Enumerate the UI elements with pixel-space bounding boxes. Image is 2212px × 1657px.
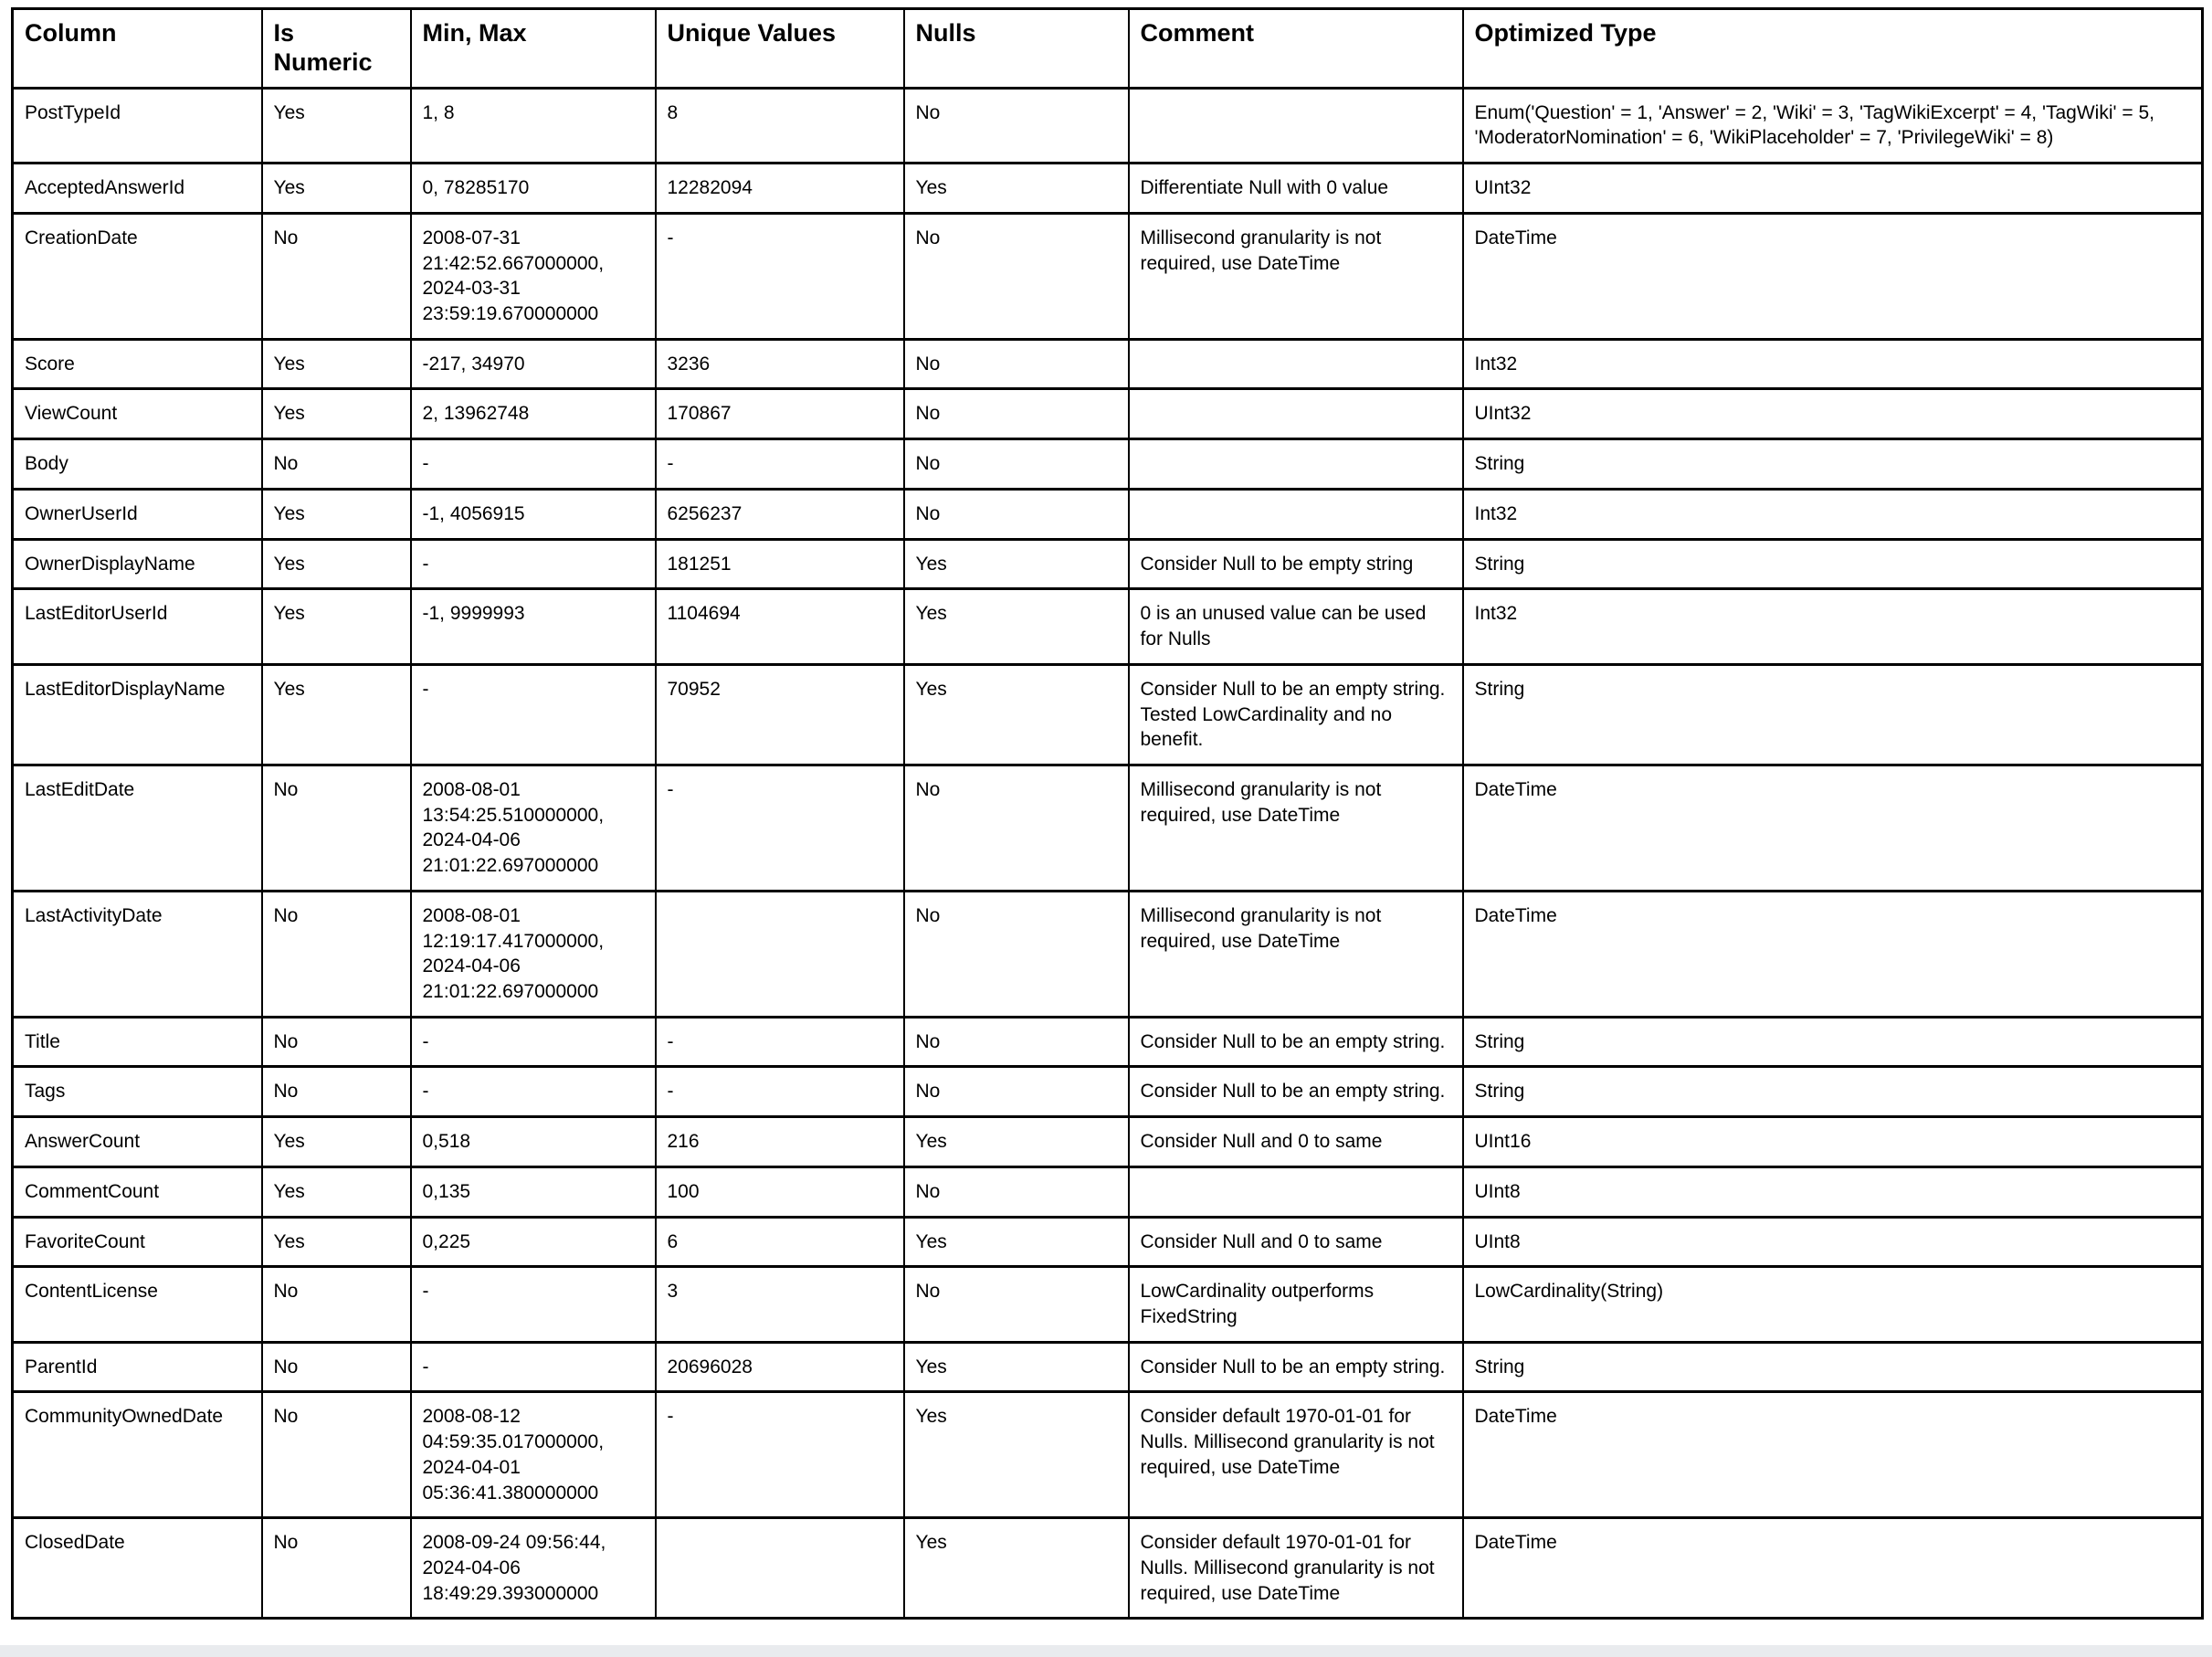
- cell-unique-values: 100: [656, 1166, 904, 1217]
- cell-nulls: No: [904, 891, 1129, 1017]
- cell-unique-values: 3: [656, 1267, 904, 1342]
- cell-comment: Consider Null to be an empty string. Tested LowCardinality and no benefit.: [1129, 664, 1463, 765]
- table-row: [13, 1117, 2203, 1167]
- cell-optimized-type: DateTime: [1463, 213, 2203, 339]
- cell-unique-values: 3236: [656, 339, 904, 389]
- table-row: [13, 439, 2203, 490]
- cell-column: CreationDate: [13, 213, 262, 339]
- cell-nulls: Yes: [904, 1392, 1129, 1518]
- cell-comment: Consider Null to be an empty string.: [1129, 1067, 1463, 1117]
- cell-unique-values: 216: [656, 1117, 904, 1167]
- cell-nulls: Yes: [904, 1117, 1129, 1167]
- header-cell-unique-values: Unique Values: [656, 9, 904, 89]
- cell-is-numeric: Yes: [262, 489, 411, 539]
- cell-nulls: Yes: [904, 164, 1129, 214]
- cell-min-max: 2, 13962748: [411, 389, 656, 439]
- cell-optimized-type: Enum('Question' = 1, 'Answer' = 2, 'Wiki' = 3, 'TagWikiExcerpt' = 4, 'TagWiki' = 5, 'ModeratorNomination' = 6, 'WikiPlaceholder' = 7, 'PrivilegeWiki' = 8): [1463, 88, 2203, 163]
- table-row: [13, 1518, 2203, 1619]
- cell-nulls: Yes: [904, 664, 1129, 765]
- cell-nulls: Yes: [904, 1518, 1129, 1619]
- cell-is-numeric: Yes: [262, 1117, 411, 1167]
- table-header-row: [13, 9, 2203, 89]
- cell-min-max: -: [411, 439, 656, 490]
- schema-table: [11, 7, 2204, 1620]
- table-row: [13, 589, 2203, 664]
- table-row: [13, 539, 2203, 589]
- cell-unique-values: -: [656, 1017, 904, 1067]
- cell-min-max: 1, 8: [411, 88, 656, 163]
- cell-min-max: 0,518: [411, 1117, 656, 1167]
- table-row: [13, 489, 2203, 539]
- cell-column: CommunityOwnedDate: [13, 1392, 262, 1518]
- cell-column: LastEditDate: [13, 765, 262, 891]
- cell-unique-values: -: [656, 1392, 904, 1518]
- table-row: [13, 765, 2203, 891]
- cell-min-max: -: [411, 664, 656, 765]
- cell-column: Tags: [13, 1067, 262, 1117]
- cell-unique-values: 20696028: [656, 1342, 904, 1392]
- cell-is-numeric: No: [262, 439, 411, 490]
- cell-comment: Millisecond granularity is not required, use DateTime: [1129, 213, 1463, 339]
- cell-optimized-type: Int32: [1463, 589, 2203, 664]
- cell-nulls: No: [904, 1017, 1129, 1067]
- table-row: [13, 1067, 2203, 1117]
- cell-unique-values: 12282094: [656, 164, 904, 214]
- cell-unique-values: -: [656, 439, 904, 490]
- cell-nulls: No: [904, 213, 1129, 339]
- cell-nulls: No: [904, 1166, 1129, 1217]
- cell-is-numeric: Yes: [262, 1217, 411, 1267]
- cell-nulls: No: [904, 339, 1129, 389]
- table-row: [13, 164, 2203, 214]
- cell-column: Title: [13, 1017, 262, 1067]
- cell-is-numeric: No: [262, 891, 411, 1017]
- cell-optimized-type: Int32: [1463, 339, 2203, 389]
- cell-column: CommentCount: [13, 1166, 262, 1217]
- cell-is-numeric: No: [262, 1017, 411, 1067]
- cell-nulls: Yes: [904, 1342, 1129, 1392]
- cell-unique-values: 70952: [656, 664, 904, 765]
- cell-unique-values: 6: [656, 1217, 904, 1267]
- cell-column: LastActivityDate: [13, 891, 262, 1017]
- table-body: [13, 88, 2203, 1619]
- cell-column: LastEditorDisplayName: [13, 664, 262, 765]
- cell-nulls: No: [904, 88, 1129, 163]
- cell-is-numeric: Yes: [262, 339, 411, 389]
- header-cell-min-max: Min, Max: [411, 9, 656, 89]
- cell-nulls: Yes: [904, 589, 1129, 664]
- cell-column: LastEditorUserId: [13, 589, 262, 664]
- cell-comment: Differentiate Null with 0 value: [1129, 164, 1463, 214]
- header-cell-column: Column: [13, 9, 262, 89]
- cell-nulls: Yes: [904, 1217, 1129, 1267]
- cell-unique-values: -: [656, 765, 904, 891]
- table-row: [13, 389, 2203, 439]
- cell-unique-values: 170867: [656, 389, 904, 439]
- cell-comment: 0 is an unused value can be used for Nulls: [1129, 589, 1463, 664]
- cell-comment: [1129, 389, 1463, 439]
- cell-comment: Consider default 1970-01-01 for Nulls. Millisecond granularity is not required, use DateTime: [1129, 1518, 1463, 1619]
- table-row: [13, 891, 2203, 1017]
- cell-min-max: -: [411, 1017, 656, 1067]
- cell-optimized-type: String: [1463, 539, 2203, 589]
- cell-unique-values: -: [656, 213, 904, 339]
- cell-comment: [1129, 1166, 1463, 1217]
- cell-min-max: 0,135: [411, 1166, 656, 1217]
- cell-unique-values: 6256237: [656, 489, 904, 539]
- cell-comment: [1129, 339, 1463, 389]
- cell-nulls: No: [904, 439, 1129, 490]
- table-row: [13, 1217, 2203, 1267]
- cell-column: ParentId: [13, 1342, 262, 1392]
- cell-comment: [1129, 88, 1463, 163]
- cell-column: ContentLicense: [13, 1267, 262, 1342]
- cell-comment: Millisecond granularity is not required, use DateTime: [1129, 765, 1463, 891]
- cell-optimized-type: String: [1463, 1067, 2203, 1117]
- cell-comment: Consider Null and 0 to same: [1129, 1217, 1463, 1267]
- header-cell-is-numeric: Is Numeric: [262, 9, 411, 89]
- table-row: [13, 664, 2203, 765]
- cell-unique-values: -: [656, 1067, 904, 1117]
- cell-optimized-type: UInt32: [1463, 164, 2203, 214]
- cell-column: AcceptedAnswerId: [13, 164, 262, 214]
- cell-optimized-type: UInt16: [1463, 1117, 2203, 1167]
- cell-is-numeric: No: [262, 1342, 411, 1392]
- cell-comment: LowCardinality outperforms FixedString: [1129, 1267, 1463, 1342]
- cell-is-numeric: No: [262, 1392, 411, 1518]
- table-row: [13, 213, 2203, 339]
- cell-min-max: 2008-08-01 13:54:25.510000000, 2024-04-06 21:01:22.697000000: [411, 765, 656, 891]
- cell-optimized-type: DateTime: [1463, 765, 2203, 891]
- cell-min-max: 2008-08-12 04:59:35.017000000, 2024-04-01 05:36:41.380000000: [411, 1392, 656, 1518]
- cell-min-max: -: [411, 1067, 656, 1117]
- cell-min-max: 0,225: [411, 1217, 656, 1267]
- cell-min-max: -217, 34970: [411, 339, 656, 389]
- cell-nulls: No: [904, 389, 1129, 439]
- cell-column: ClosedDate: [13, 1518, 262, 1619]
- cell-optimized-type: UInt32: [1463, 389, 2203, 439]
- table-row: [13, 1342, 2203, 1392]
- cell-min-max: 2008-08-01 12:19:17.417000000, 2024-04-06 21:01:22.697000000: [411, 891, 656, 1017]
- cell-is-numeric: Yes: [262, 589, 411, 664]
- cell-is-numeric: No: [262, 765, 411, 891]
- cell-optimized-type: Int32: [1463, 489, 2203, 539]
- window-bottom-edge: [0, 1645, 2212, 1657]
- table-row: [13, 339, 2203, 389]
- cell-optimized-type: DateTime: [1463, 1392, 2203, 1518]
- cell-nulls: No: [904, 489, 1129, 539]
- cell-comment: Millisecond granularity is not required, use DateTime: [1129, 891, 1463, 1017]
- cell-column: OwnerDisplayName: [13, 539, 262, 589]
- cell-column: PostTypeId: [13, 88, 262, 163]
- cell-comment: Consider Null to be an empty string.: [1129, 1017, 1463, 1067]
- cell-comment: Consider Null and 0 to same: [1129, 1117, 1463, 1167]
- cell-nulls: Yes: [904, 539, 1129, 589]
- cell-optimized-type: String: [1463, 664, 2203, 765]
- cell-unique-values: 1104694: [656, 589, 904, 664]
- cell-nulls: No: [904, 1267, 1129, 1342]
- cell-is-numeric: No: [262, 1067, 411, 1117]
- cell-comment: [1129, 439, 1463, 490]
- cell-comment: Consider Null to be an empty string.: [1129, 1342, 1463, 1392]
- cell-column: Body: [13, 439, 262, 490]
- cell-is-numeric: No: [262, 1518, 411, 1619]
- cell-unique-values: [656, 891, 904, 1017]
- cell-min-max: 2008-07-31 21:42:52.667000000, 2024-03-31 23:59:19.670000000: [411, 213, 656, 339]
- header-cell-nulls: Nulls: [904, 9, 1129, 89]
- cell-is-numeric: Yes: [262, 88, 411, 163]
- cell-min-max: -1, 4056915: [411, 489, 656, 539]
- table-row: [13, 1392, 2203, 1518]
- cell-is-numeric: Yes: [262, 539, 411, 589]
- cell-is-numeric: Yes: [262, 664, 411, 765]
- cell-optimized-type: UInt8: [1463, 1166, 2203, 1217]
- cell-comment: Consider default 1970-01-01 for Nulls. Millisecond granularity is not required, use DateTime: [1129, 1392, 1463, 1518]
- cell-optimized-type: LowCardinality(String): [1463, 1267, 2203, 1342]
- cell-column: AnswerCount: [13, 1117, 262, 1167]
- cell-unique-values: 181251: [656, 539, 904, 589]
- cell-is-numeric: Yes: [262, 164, 411, 214]
- cell-is-numeric: No: [262, 1267, 411, 1342]
- cell-unique-values: [656, 1518, 904, 1619]
- table-row: [13, 88, 2203, 163]
- table-row: [13, 1166, 2203, 1217]
- cell-comment: Consider Null to be empty string: [1129, 539, 1463, 589]
- cell-unique-values: 8: [656, 88, 904, 163]
- cell-optimized-type: DateTime: [1463, 891, 2203, 1017]
- cell-min-max: 2008-09-24 09:56:44, 2024-04-06 18:49:29.393000000: [411, 1518, 656, 1619]
- cell-column: FavoriteCount: [13, 1217, 262, 1267]
- header-cell-optimized-type: Optimized Type: [1463, 9, 2203, 89]
- cell-min-max: -: [411, 1267, 656, 1342]
- cell-optimized-type: DateTime: [1463, 1518, 2203, 1619]
- cell-min-max: -1, 9999993: [411, 589, 656, 664]
- cell-optimized-type: String: [1463, 439, 2203, 490]
- cell-is-numeric: No: [262, 213, 411, 339]
- cell-column: Score: [13, 339, 262, 389]
- cell-is-numeric: Yes: [262, 389, 411, 439]
- table-row: [13, 1267, 2203, 1342]
- cell-min-max: -: [411, 539, 656, 589]
- cell-min-max: -: [411, 1342, 656, 1392]
- cell-nulls: No: [904, 765, 1129, 891]
- cell-min-max: 0, 78285170: [411, 164, 656, 214]
- cell-column: ViewCount: [13, 389, 262, 439]
- cell-optimized-type: String: [1463, 1342, 2203, 1392]
- header-cell-comment: Comment: [1129, 9, 1463, 89]
- cell-optimized-type: String: [1463, 1017, 2203, 1067]
- cell-is-numeric: Yes: [262, 1166, 411, 1217]
- cell-column: OwnerUserId: [13, 489, 262, 539]
- table-row: [13, 1017, 2203, 1067]
- cell-comment: [1129, 489, 1463, 539]
- cell-nulls: No: [904, 1067, 1129, 1117]
- cell-optimized-type: UInt8: [1463, 1217, 2203, 1267]
